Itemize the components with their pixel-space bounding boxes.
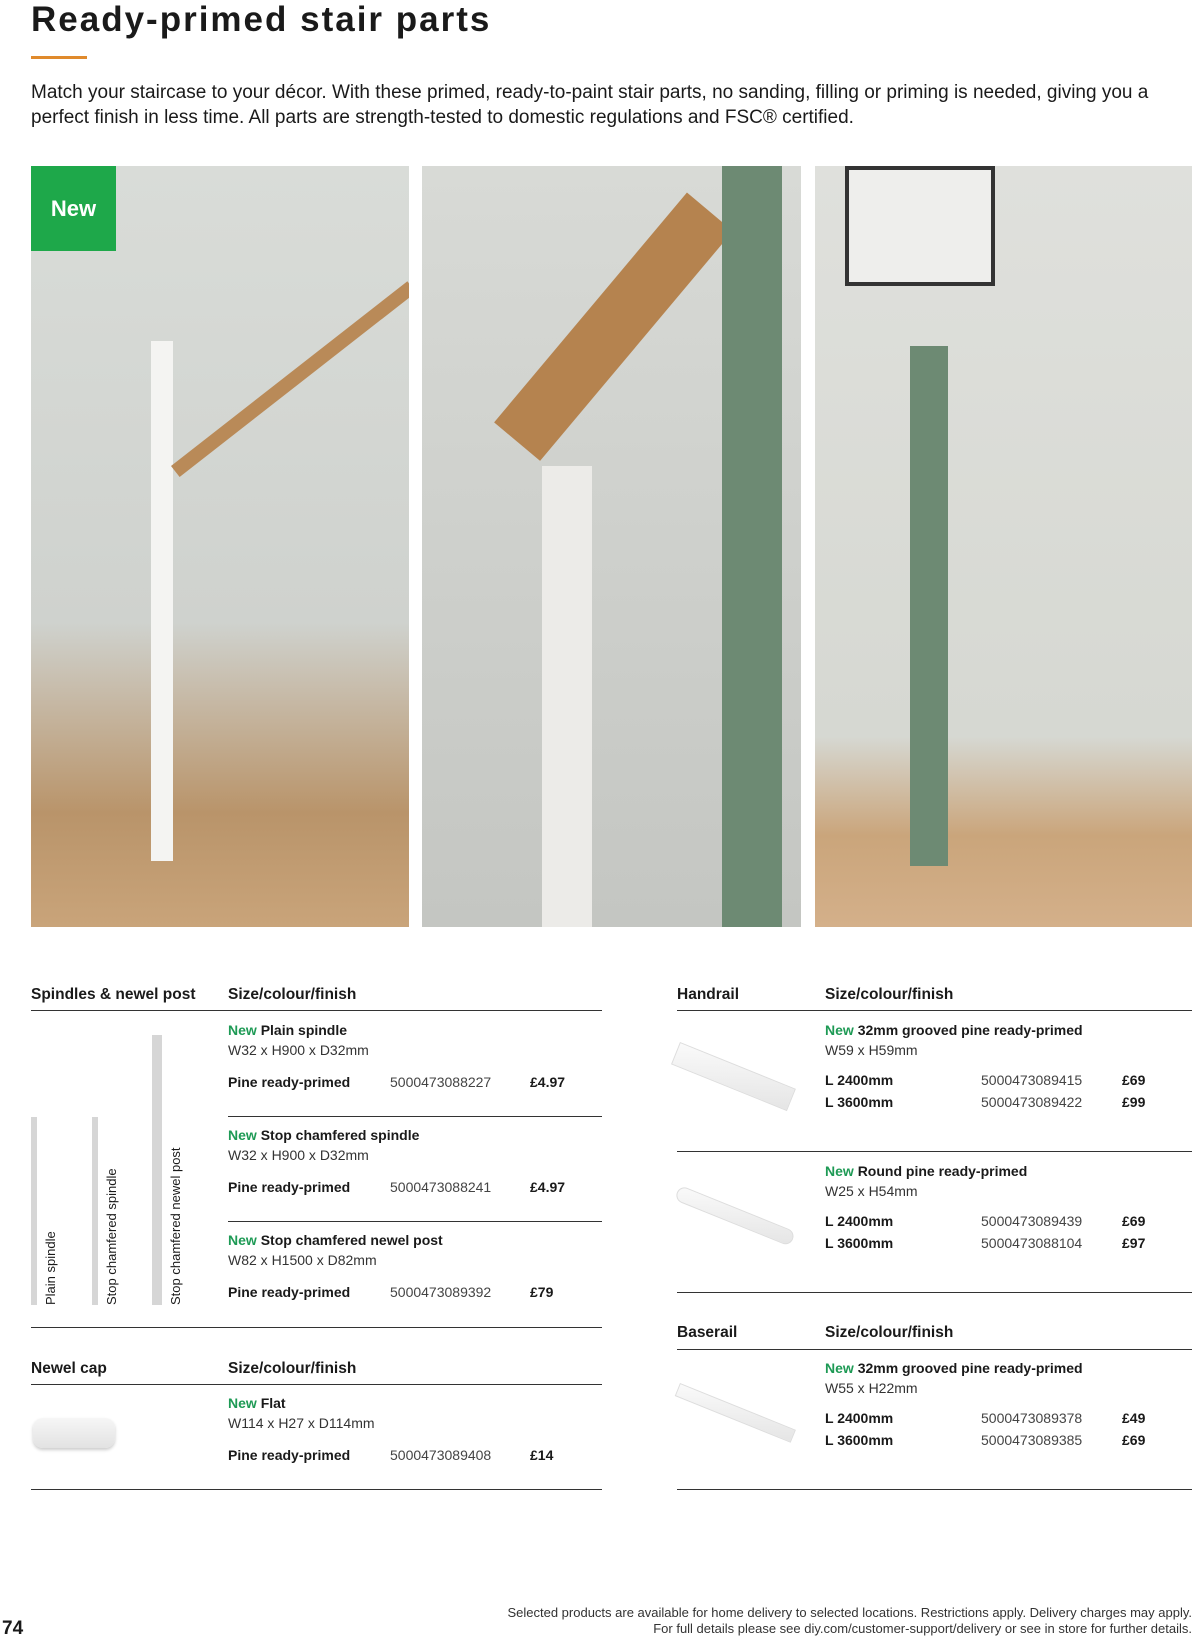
price: £79 bbox=[530, 1284, 554, 1300]
finish: Pine ready-primed bbox=[228, 1179, 351, 1195]
ean: 5000473089385 bbox=[981, 1432, 1083, 1448]
finish: Pine ready-primed bbox=[228, 1284, 351, 1300]
baserail-image bbox=[675, 1383, 796, 1443]
new-tag: New bbox=[228, 1127, 257, 1143]
green-post bbox=[722, 166, 782, 927]
photo-painting-newel bbox=[422, 166, 801, 927]
product-name: 32mm grooved pine ready-primed bbox=[857, 1360, 1083, 1376]
finish: Pine ready-primed bbox=[228, 1074, 351, 1090]
title-underline bbox=[31, 56, 87, 59]
dimensions: W82 x H1500 x D82mm bbox=[228, 1252, 377, 1268]
price: £49 bbox=[1122, 1410, 1146, 1426]
chamfered-spindle-image bbox=[92, 1117, 98, 1305]
handrail-col-header: Size/colour/finish bbox=[825, 986, 954, 1003]
price: £97 bbox=[1122, 1235, 1146, 1251]
price: £14 bbox=[530, 1447, 554, 1463]
divider bbox=[677, 1349, 1192, 1350]
new-tag: New bbox=[825, 1022, 854, 1038]
finish: Pine ready-primed bbox=[228, 1447, 351, 1463]
handrail bbox=[494, 193, 733, 461]
page-title: Ready-primed stair parts bbox=[31, 0, 492, 39]
new-tag: New bbox=[228, 1232, 257, 1248]
dimensions: W59 x H59mm bbox=[825, 1042, 918, 1058]
ean: 5000473088241 bbox=[390, 1179, 492, 1195]
ean: 5000473089378 bbox=[981, 1410, 1083, 1426]
chamfered-spindle-label: Stop chamfered spindle bbox=[104, 1168, 119, 1305]
new-tag: New bbox=[228, 1395, 257, 1411]
dimensions: W114 x H27 x D114mm bbox=[228, 1415, 375, 1431]
photo-white-staircase bbox=[31, 166, 409, 927]
ean: 5000473089392 bbox=[390, 1284, 492, 1300]
newel-cap-image bbox=[33, 1418, 115, 1448]
spindles-col-header: Size/colour/finish bbox=[228, 986, 357, 1003]
price: £4.97 bbox=[530, 1179, 566, 1195]
length: L 3600mm bbox=[825, 1235, 894, 1251]
footer-line-2: For full details please see diy.com/customer-support/delivery or see in store for further details. bbox=[653, 1621, 1192, 1636]
length: L 2400mm bbox=[825, 1213, 894, 1229]
dimensions: W25 x H54mm bbox=[825, 1183, 918, 1199]
photo-green-staircase bbox=[815, 166, 1192, 927]
white-spindle bbox=[542, 466, 592, 927]
footer-note bbox=[507, 1605, 1192, 1637]
divider bbox=[677, 1292, 1192, 1293]
intro-text: Match your staircase to your décor. With these primed, ready-to-paint stair parts, no sanding, filling or priming is needed, giving you a perfect finish in less time. All parts are strength-tested to domestic regulations and FSC® certified. bbox=[31, 82, 1149, 128]
ean: 5000473088104 bbox=[981, 1235, 1083, 1251]
ean: 5000473089408 bbox=[390, 1447, 492, 1463]
length: L 3600mm bbox=[825, 1094, 894, 1110]
dimensions: W32 x H900 x D32mm bbox=[228, 1042, 369, 1058]
round-handrail-image bbox=[674, 1185, 796, 1247]
spindles-heading: Spindles & newel post bbox=[31, 986, 196, 1003]
dimensions: W32 x H900 x D32mm bbox=[228, 1147, 369, 1163]
handrail-heading: Handrail bbox=[677, 986, 740, 1003]
plain-spindle-label: Plain spindle bbox=[43, 1231, 58, 1305]
price: £69 bbox=[1122, 1072, 1146, 1088]
new-tag: New bbox=[825, 1163, 854, 1179]
product-row bbox=[825, 1022, 1192, 1110]
ean: 5000473088227 bbox=[390, 1074, 492, 1090]
page-number: 74 bbox=[2, 1618, 24, 1639]
length: L 3600mm bbox=[825, 1432, 894, 1448]
footer-line-1: Selected products are available for home delivery to selected locations. Restrictions apply. Delivery charges may apply. bbox=[507, 1605, 1192, 1620]
product-row bbox=[228, 1232, 602, 1300]
divider bbox=[31, 1010, 602, 1011]
newel-post bbox=[151, 341, 173, 861]
baserail-col-header: Size/colour/finish bbox=[825, 1324, 954, 1341]
length: L 2400mm bbox=[825, 1072, 894, 1088]
divider bbox=[31, 1327, 602, 1328]
product-name: Plain spindle bbox=[260, 1022, 348, 1038]
product-row bbox=[228, 1395, 602, 1463]
divider bbox=[677, 1489, 1192, 1490]
grooved-handrail-image bbox=[671, 1042, 796, 1111]
price: £69 bbox=[1122, 1213, 1146, 1229]
ean: 5000473089415 bbox=[981, 1072, 1083, 1088]
price: £69 bbox=[1122, 1432, 1146, 1448]
divider bbox=[677, 1010, 1192, 1011]
product-name: Stop chamfered newel post bbox=[260, 1232, 443, 1248]
product-name: Flat bbox=[260, 1395, 286, 1411]
baserail-heading: Baserail bbox=[677, 1324, 738, 1341]
product-row bbox=[228, 1022, 602, 1090]
product-row bbox=[825, 1163, 1192, 1251]
price: £4.97 bbox=[530, 1074, 566, 1090]
divider bbox=[31, 1489, 602, 1490]
product-row bbox=[825, 1360, 1192, 1448]
price: £99 bbox=[1122, 1094, 1146, 1110]
new-tag: New bbox=[228, 1022, 257, 1038]
newel-post-label: Stop chamfered newel post bbox=[168, 1147, 183, 1305]
divider bbox=[31, 1384, 602, 1385]
newel-cap-heading: Newel cap bbox=[31, 1360, 107, 1377]
plain-spindle-image bbox=[31, 1117, 37, 1305]
divider bbox=[228, 1116, 602, 1117]
ean: 5000473089422 bbox=[981, 1094, 1083, 1110]
dimensions: W55 x H22mm bbox=[825, 1380, 918, 1396]
divider bbox=[677, 1151, 1192, 1152]
new-tag: New bbox=[825, 1360, 854, 1376]
new-badge: New bbox=[31, 166, 116, 251]
product-name: Round pine ready-primed bbox=[857, 1163, 1028, 1179]
product-name: 32mm grooved pine ready-primed bbox=[857, 1022, 1083, 1038]
newel-post-image bbox=[152, 1035, 162, 1305]
newel-post bbox=[910, 346, 948, 866]
ean: 5000473089439 bbox=[981, 1213, 1083, 1229]
newel-cap-col-header: Size/colour/finish bbox=[228, 1360, 357, 1377]
product-name: Stop chamfered spindle bbox=[260, 1127, 420, 1143]
product-row bbox=[228, 1127, 602, 1195]
wall-frame bbox=[845, 166, 995, 286]
divider bbox=[228, 1221, 602, 1222]
length: L 2400mm bbox=[825, 1410, 894, 1426]
handrail bbox=[171, 281, 409, 477]
